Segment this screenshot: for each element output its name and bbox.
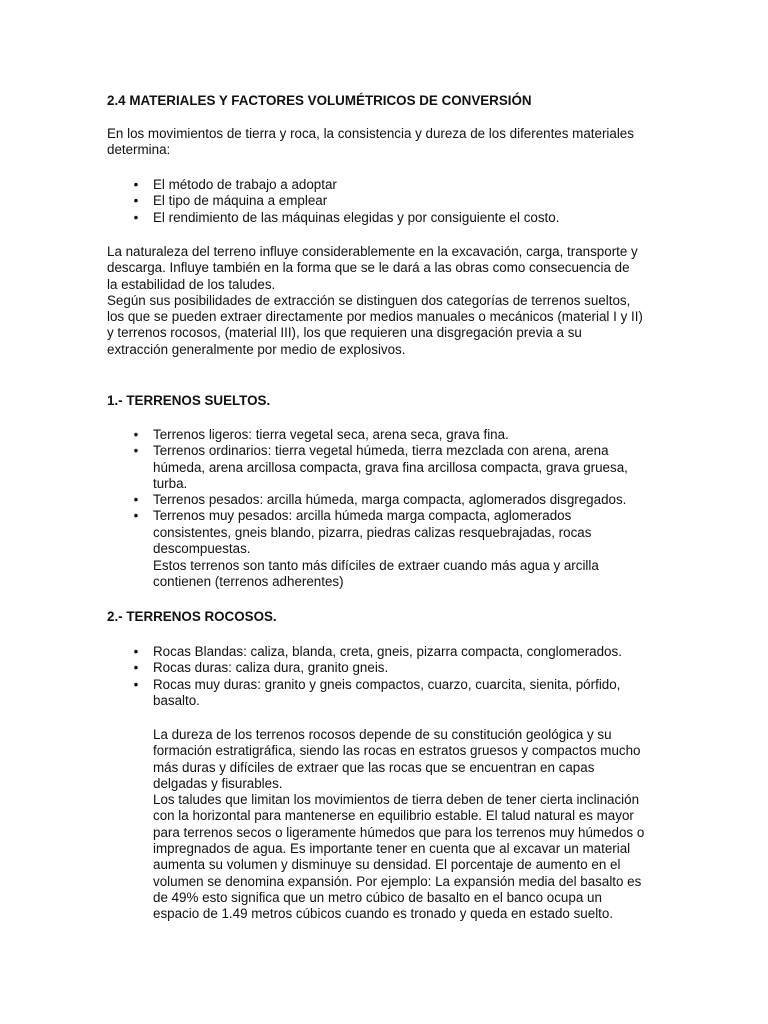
rocky-terrain-heading: 2.- TERRENOS ROCOSOS. [107,609,277,624]
loose-terrain-list [107,427,667,557]
bullet-icon: • [133,508,139,524]
bullet-icon: • [133,177,139,192]
intro-paragraph: En los movimientos de tierra y roca, la consistencia y dureza de los diferentes materiales determina: [107,126,634,158]
method-list [107,177,667,226]
list-item: • El tipo de máquina a emplear [107,193,667,209]
loose-terrain-heading: 1.- TERRENOS SUELTOS. [107,393,271,408]
loose-terrain-note: Estos terrenos son tanto más difíciles de extraer cuando más agua y arcilla contienen (terrenos adherentes) [153,558,599,590]
rocky-terrain-list [107,644,667,709]
list-item: • Terrenos pesados: arcilla húmeda, marga compacta, aglomerados disgregados. [107,492,667,508]
bullet-icon: • [133,492,139,508]
list-item: • Rocas muy duras: granito y gneis compactos, cuarzo, cuarcita, sienita, pórfido, basalto. [107,677,667,710]
list-item: • Rocas Blandas: caliza, blanda, creta, gneis, pizarra compacta, conglomerados. [107,644,667,660]
bullet-icon: • [133,676,139,692]
terrain-paragraph: La naturaleza del terreno influye considerablemente en la excavación, carga, transporte y descarga. Influye también en la forma que se le dará a las obras como consecuencia de la estabilidad de los taludes. Según sus posibilidades de extracción se distinguen dos categorías de terrenos sueltos, los que se pueden extraer directamente por medios manuales o mecánicos (material I y II) y terrenos rocosos, (material III), los que requieren una disgregación previa a su extracción generalmente por medio de explosivos. [107,244,643,357]
bullet-icon: • [133,193,139,209]
bullet-icon: • [133,209,139,225]
bullet-icon: • [133,660,139,676]
rocky-terrain-paragraph: La dureza de los terrenos rocosos depende de su constitución geológica y su formación estratigráfica, siendo las rocas en estratos gruesos y compactos mucho más duras y difíciles de extraer que las rocas que se encuentran en capas delgadas y fisurables. Los taludes que limitan los movimientos de tierra deben de tener cierta inclinación con la horizontal para mantenerse en equilibrio estable. El talud natural es mayor para terrenos secos o ligeramente húmedos que para los terrenos muy húmedos o impregnados de agua. Es importante tener en cuenta que al excavar un material aumenta su volumen y disminuye su densidad. El porcentaje de aumento en el volumen se denomina expansión. Por ejemplo: La expansión media del basalto es de 49% esto significa que un metro cúbico de basalto en el banco ocupa un espacio de 1.49 metros cúbicos cuando es tronado y queda en estado suelto. [153,727,645,922]
list-item: • Terrenos ligeros: tierra vegetal seca, arena seca, grava fina. [107,427,667,443]
bullet-icon: • [133,644,139,659]
list-item: • El rendimiento de las máquinas elegidas y por consiguiente el costo. [107,210,667,226]
list-item: • Terrenos muy pesados: arcilla húmeda marga compacta, aglomerados consistentes, gneis blando, pizarra, piedras calizas resquebrajadas, rocas descompuestas. [107,508,667,557]
bullet-icon: • [133,427,139,442]
bullet-icon: • [133,443,139,459]
list-item: • Rocas duras: caliza dura, granito gneis. [107,660,667,676]
section-heading: 2.4 MATERIALES Y FACTORES VOLUMÉTRICOS DE CONVERSIÓN [107,93,532,108]
list-item: • El método de trabajo a adoptar [107,177,667,193]
list-item: • Terrenos ordinarios: tierra vegetal húmeda, tierra mezclada con arena, arena húmeda, arena arcillosa compacta, grava fina arcillosa compacta, grava gruesa, turba. [107,443,667,492]
